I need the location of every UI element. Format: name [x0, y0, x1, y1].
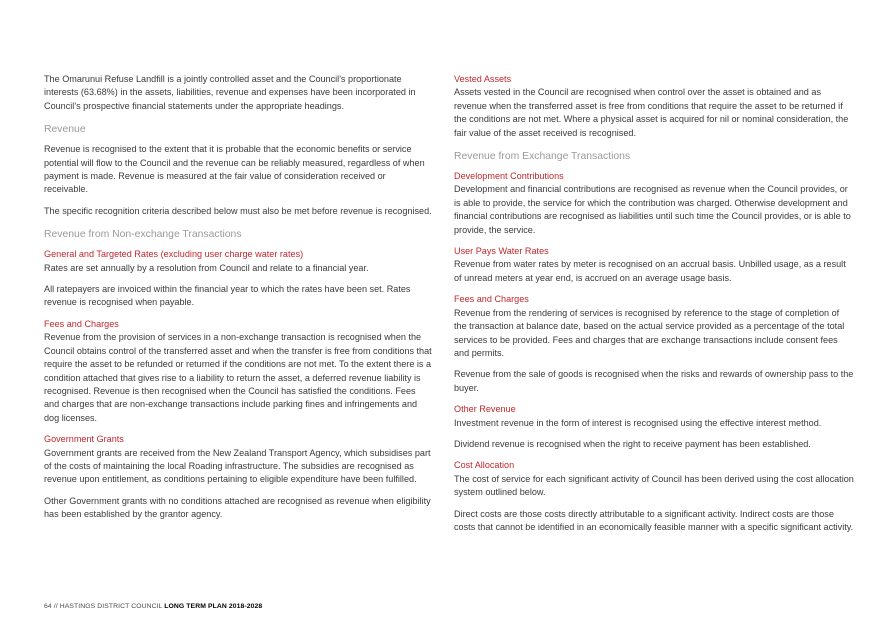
- footer-prefix: 64 // HASTINGS DISTRICT COUNCIL: [44, 603, 165, 610]
- grants-paragraph-1: Government grants are received from the New Zealand Transport Agency, which subsidises part of the costs of maintaining the local Roading infrastructure. The subsidies are recognised as revenue upon entitlement, as conditions pertaining to eligible expenditure have been fulfilled.: [44, 447, 431, 485]
- right-column: [454, 73, 854, 542]
- water-paragraph: Revenue from water rates by meter is recognised on an accrual basis. Unbilled usage, as a result of unread meters at year end, is accrued on an average usage basis.: [454, 259, 846, 283]
- revenue-heading: Revenue: [44, 124, 86, 136]
- cost-allocation-heading: Cost Allocation: [454, 460, 515, 471]
- cost-allocation-paragraph-2: Direct costs are those costs directly attributable to a significant activity. Indirect costs are those costs that cannot be identified in an economically feasible manner with a specific significant activity.: [454, 508, 854, 532]
- non-exchange-heading: Revenue from Non-exchange Transactions: [44, 229, 242, 241]
- revenue-paragraph-1: Revenue is recognised to the extent that it is probable that the economic benefits or service potential will flow to the Council and the revenue can be reliably measured, regardless of when payment is made. Revenue is measured at the fair value of consideration received or receivable.: [44, 144, 425, 195]
- exchange-heading: Revenue from Exchange Transactions: [454, 151, 631, 163]
- left-column: [44, 73, 432, 530]
- vested-heading: Vested Assets: [454, 74, 512, 84]
- rates-paragraph-1: Rates are set annually by a resolution from Council and relate to a financial year.: [44, 262, 369, 273]
- cost-allocation-paragraph-1: The cost of service for each significant activity of Council has been derived using the cost allocation system outlined below.: [454, 473, 854, 498]
- fees-heading-right: Fees and Charges: [454, 294, 529, 305]
- fees-paragraph-right-2: Revenue from the sale of goods is recognised when the risks and rewards of ownership pass to the buyer.: [454, 369, 854, 393]
- development-paragraph: Development and financial contributions are recognised as revenue when the Council provides, or is able to provide, the service for which the contribution was charged. Otherwise development and financial contributions are recognised as liabilities until such time the Council provides, or is able to provide, the service.: [454, 184, 851, 235]
- fees-paragraph-right-1: Revenue from the rendering of services is recognised by reference to the stage of completion of the transaction at balance date, based on the actual service provided as a percentage of the total services to be provided. Fees and charges that are exchange transactions include consent fees and permits.: [454, 307, 845, 358]
- other-revenue-paragraph-2: Dividend revenue is recognised when the right to receive payment has been established.: [454, 438, 811, 449]
- fees-paragraph-left: Revenue from the provision of services in a non-exchange transaction is recognised when the Council obtains control of the transferred asset and when the transfer is free from conditions that require the asset to be refunded or returned if the conditions are not met. To the extent there is a condition attached that gives rise to a liability to return the asset, a deferred revenue liability is recognised. Revenue is then recognised when the Council has satisfied the conditions. Fees and charges that are non-exchange transactions include parking fines and infringements and dog licenses.: [44, 332, 432, 423]
- fees-heading-left: Fees and Charges: [44, 318, 119, 329]
- development-heading: Development Contributions: [454, 171, 564, 182]
- other-revenue-heading: Other Revenue: [454, 404, 516, 415]
- revenue-paragraph-2: The specific recognition criteria described below must also be met before revenue is recognised.: [44, 205, 432, 216]
- rates-heading: General and Targeted Rates (excluding user charge water rates): [44, 249, 304, 260]
- grants-paragraph-2: Other Government grants with no conditions attached are recognised as revenue when eligibility has been established by the grantor agency.: [44, 495, 431, 520]
- page-footer: [44, 603, 262, 610]
- water-heading: User Pays Water Rates: [454, 246, 549, 257]
- intro-paragraph: The Omarunui Refuse Landfill is a jointly controlled asset and the Council's proportionate interests (63.68%) in the assets, liabilities, revenue and expenses have been incorporated in Council's prospective financial statements under the appropriate headings.: [44, 74, 416, 111]
- grants-heading: Government Grants: [44, 434, 124, 445]
- footer-title: LONG TERM PLAN 2018-2028: [164, 603, 263, 610]
- rates-paragraph-2: All ratepayers are invoiced within the financial year to which the rates have been set. Rates revenue is recognised when payable.: [44, 284, 411, 308]
- other-revenue-paragraph-1: Investment revenue in the form of interest is recognised using the effective interest method.: [454, 417, 822, 428]
- vested-paragraph: Assets vested in the Council are recognised when control over the asset is obtained and as revenue when the transferred asset is free from conditions that require the asset to be returned if the conditions are not met. Where a physical asset is acquired for nil or nominal consideration, the fair value of the asset received is recognised.: [454, 87, 849, 138]
